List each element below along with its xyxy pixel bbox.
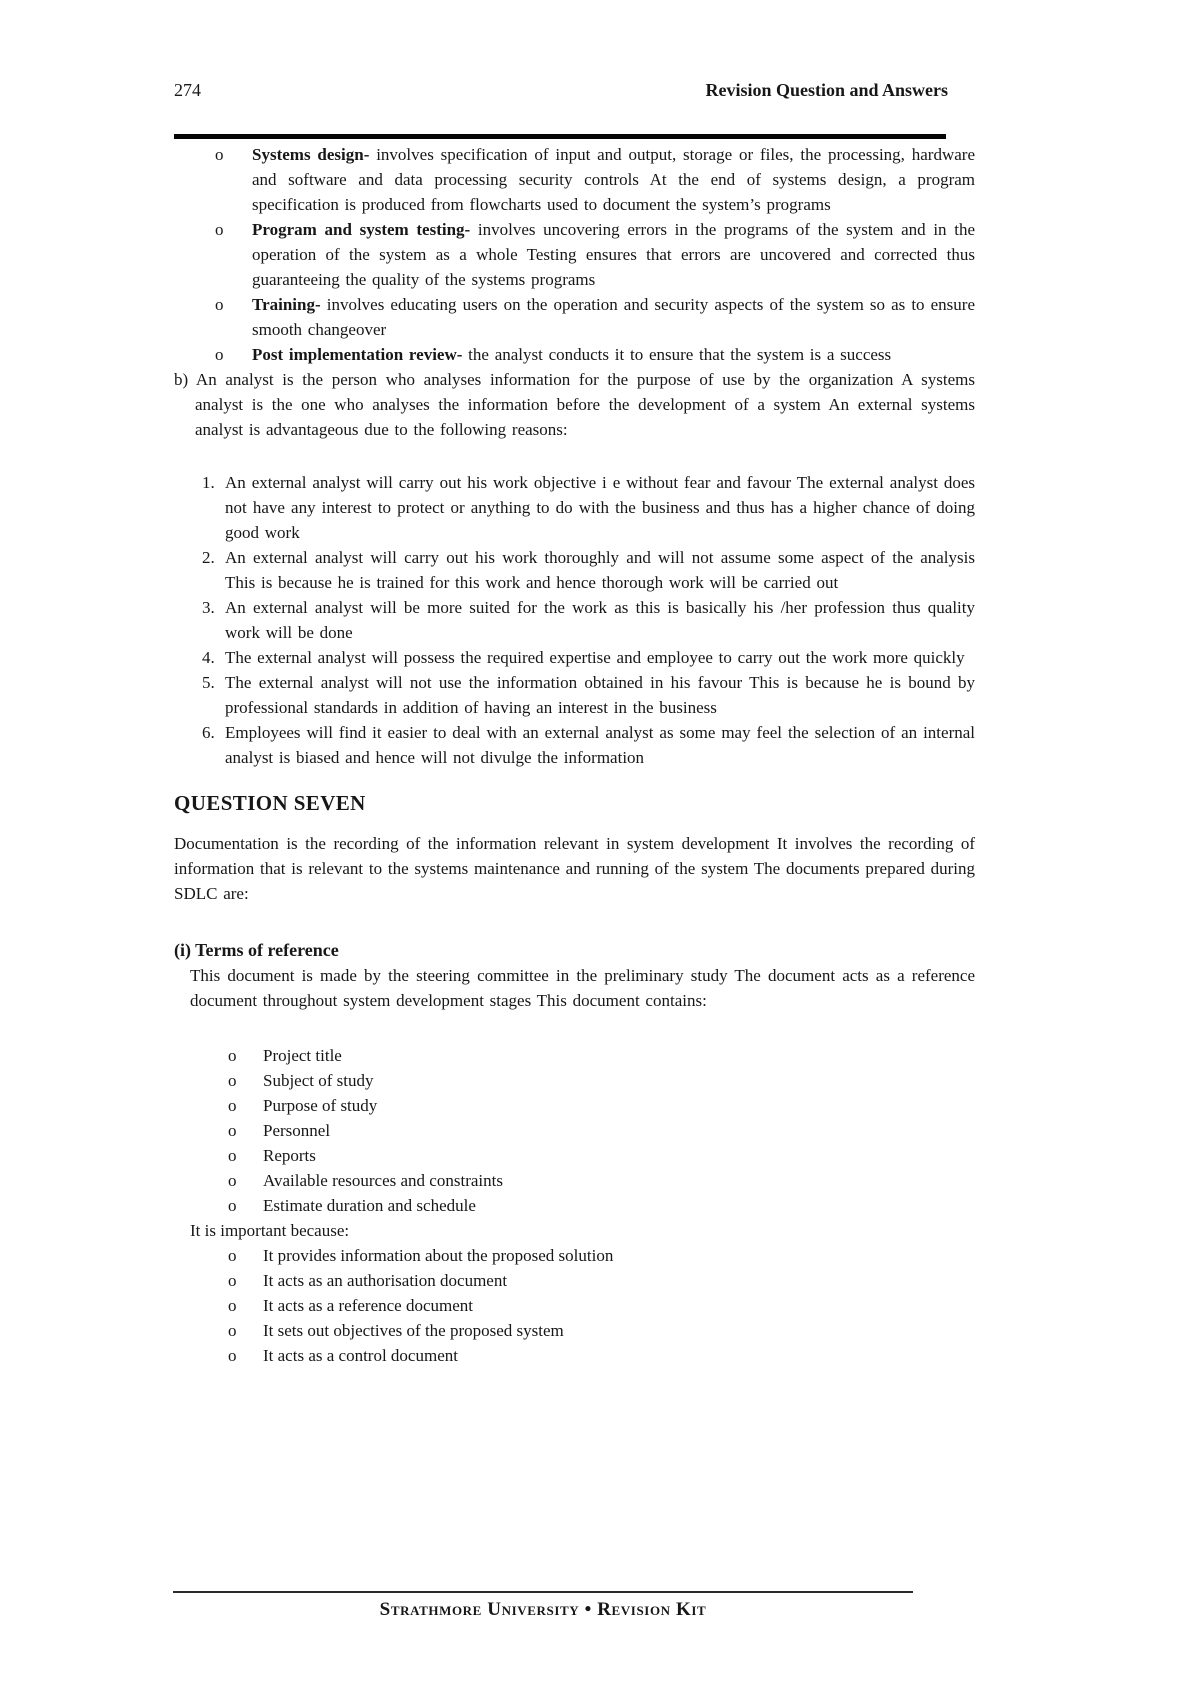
- bullet-marker: o: [228, 1271, 237, 1290]
- bullet-marker: o: [228, 1146, 237, 1165]
- contains-list: [174, 1043, 975, 1218]
- importance-item: [174, 1293, 975, 1318]
- reason-number: 1.: [202, 473, 215, 492]
- importance-item: [174, 1268, 975, 1293]
- phase-term: Post implementation review-: [252, 345, 463, 364]
- reason-number: 5.: [202, 673, 215, 692]
- contains-item-text: Available resources and constraints: [263, 1171, 503, 1190]
- importance-item-text: It provides information about the proposed solution: [263, 1246, 614, 1265]
- reason-item: [174, 645, 975, 670]
- contains-item-text: Personnel: [263, 1121, 331, 1140]
- contains-item: [174, 1093, 975, 1118]
- bullet-marker: o: [215, 295, 224, 314]
- bullet-marker: o: [228, 1346, 237, 1365]
- reason-text: An external analyst will carry out his work thoroughly and will not assume some aspect of the analysis This is because he is trained for this work and hence thorough work will be carried out: [225, 548, 975, 592]
- reason-text: An external analyst will carry out his work objective i e without fear and favour The external analyst does not have any interest to protect or anything to do with the business and thus has a higher chance of doing good work: [225, 473, 975, 542]
- phase-desc: involves uncovering errors in the programs of the system and in the operation of the system as a whole Testing ensures that errors are uncovered and corrected thus guaranteeing the quality of the systems programs: [252, 220, 975, 289]
- importance-item-text: It sets out objectives of the proposed system: [263, 1321, 564, 1340]
- phase-term: Systems design-: [252, 145, 370, 164]
- contains-item: [174, 1193, 975, 1218]
- bullet-marker: o: [215, 145, 224, 164]
- bullet-marker: o: [228, 1071, 237, 1090]
- importance-item: [174, 1318, 975, 1343]
- phase-desc: involves specification of input and output, storage or files, the processing, hardware and software and data processing security controls At the end of systems design, a program specification is produced from flowcharts used to document the system’s programs: [252, 145, 975, 214]
- answer-b-label: b): [174, 370, 189, 389]
- header-title: Revision Question and Answers: [705, 80, 948, 100]
- importance-list: [174, 1243, 975, 1368]
- page-footer: [173, 1591, 913, 1621]
- bullet-marker: o: [228, 1196, 237, 1215]
- reason-text: The external analyst will possess the required expertise and employee to carry out the work more quickly: [225, 648, 965, 667]
- reason-text: An external analyst will be more suited for the work as this is basically his /her profession thus quality work will be done: [225, 598, 975, 642]
- reason-number: 3.: [202, 598, 215, 617]
- phase-item: [174, 142, 975, 217]
- contains-item-text: Subject of study: [263, 1071, 374, 1090]
- contains-item: [174, 1118, 975, 1143]
- phase-item: [174, 217, 975, 292]
- bullet-marker: o: [228, 1171, 237, 1190]
- importance-item: [174, 1243, 975, 1268]
- reason-text: The external analyst will not use the information obtained in his favour This is because he is bound by professional standards in addition of having an interest in the business: [225, 673, 975, 717]
- reason-text: Employees will find it easier to deal with an external analyst as some may feel the selection of an internal analyst is biased and hence will not divulge the information: [225, 723, 975, 767]
- reason-number: 6.: [202, 723, 215, 742]
- header-divider-rule: [174, 134, 946, 139]
- page-header: [174, 0, 948, 101]
- contains-item-text: Estimate duration and schedule: [263, 1196, 476, 1215]
- bullet-marker: o: [228, 1321, 237, 1340]
- reason-item: [174, 670, 975, 720]
- answer-b-text: An analyst is the person who analyses information for the purpose of use by the organization A systems analyst is the one who analyses the information before the development of a system An external systems analyst is advantageous due to the following reasons:: [195, 370, 975, 439]
- reason-item: [174, 470, 975, 545]
- importance-item-text: It acts as an authorisation document: [263, 1271, 508, 1290]
- contains-item-text: Reports: [263, 1146, 316, 1165]
- phase-item: [174, 342, 975, 367]
- bullet-marker: o: [228, 1046, 237, 1065]
- importance-item-text: It acts as a reference document: [263, 1296, 474, 1315]
- bullet-marker: o: [215, 345, 224, 364]
- contains-item: [174, 1043, 975, 1068]
- phase-item: [174, 292, 975, 342]
- answer-b-paragraph: [174, 367, 975, 442]
- reason-number: 4.: [202, 648, 215, 667]
- reasons-list: [174, 470, 975, 770]
- contains-item-text: Purpose of study: [263, 1096, 378, 1115]
- sdlc-phase-list: [174, 142, 975, 367]
- contains-item: [174, 1143, 975, 1168]
- bullet-marker: o: [228, 1246, 237, 1265]
- bullet-marker: o: [228, 1296, 237, 1315]
- bullet-marker: o: [228, 1121, 237, 1140]
- phase-desc: the analyst conducts it to ensure that the system is a success: [468, 345, 892, 364]
- reason-item: [174, 595, 975, 645]
- phase-desc: involves educating users on the operation and security aspects of the system so as to ensure smooth changeover: [252, 295, 976, 339]
- reason-item: [174, 545, 975, 595]
- reason-number: 2.: [202, 548, 215, 567]
- bullet-marker: o: [215, 220, 224, 239]
- reason-item: [174, 720, 975, 770]
- question-seven-intro: Documentation is the recording of the information relevant in system development It involves the recording of information that is relevant to the systems maintenance and running of the system The documents prepared during SDLC are:: [174, 834, 975, 903]
- importance-item: [174, 1343, 975, 1368]
- importance-item-text: It acts as a control document: [263, 1346, 458, 1365]
- contains-item: [174, 1068, 975, 1093]
- footer-divider-rule: [173, 1591, 913, 1593]
- phase-term: Program and system testing-: [252, 220, 471, 239]
- question-seven-heading: QUESTION SEVEN: [174, 791, 366, 815]
- terms-of-reference-body: This document is made by the steering committee in the preliminary study The document acts as a reference document throughout system development stages This document contains:: [190, 966, 975, 1010]
- footer-text: Strathmore University • Revision Kit: [379, 1599, 707, 1620]
- terms-of-reference-heading: (i) Terms of reference: [174, 940, 339, 960]
- page-content: [174, 0, 975, 1368]
- contains-item-text: Project title: [263, 1046, 342, 1065]
- bullet-marker: o: [228, 1096, 237, 1115]
- contains-item: [174, 1168, 975, 1193]
- page-number: 274: [174, 80, 201, 100]
- importance-lead: It is important because:: [190, 1221, 350, 1240]
- phase-term: Training-: [252, 295, 321, 314]
